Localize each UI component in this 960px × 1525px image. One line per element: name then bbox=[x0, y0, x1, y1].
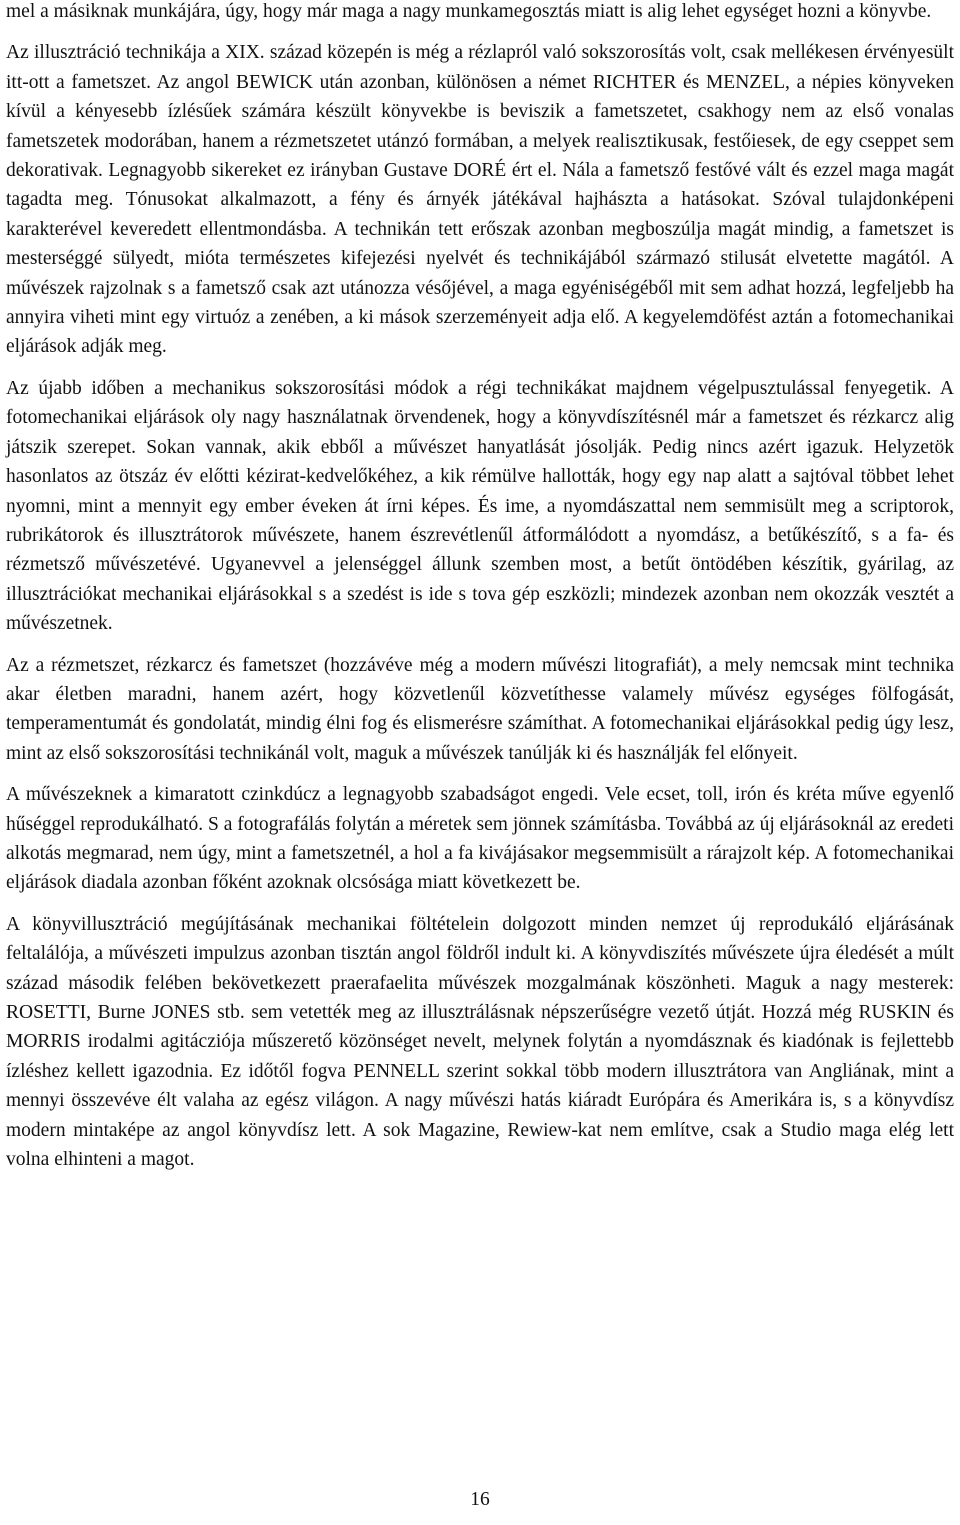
paragraph: A művészeknek a kimaratott czinkdúcz a legnagyobb szabadságot engedi. Vele ecset, toll, irón és kréta műve egyenlő hűséggel reprodukálható. S a fotografálás folytán a méretek sem jönnek számításba. Továbbá az új eljárásoknál az eredeti alkotás megmarad, nem úgy, mint a fametszetnél, a hol a fa kivájásakor megsemmisült a rárajzolt kép. A fotomechanikai eljárások diadala azonban főként azoknak olcsósága miatt következett be. bbox=[6, 784, 954, 894]
paragraph: A könyvillusztráció megújításának mechanikai föltételein dolgozott minden nemzet új reprodukáló eljárásának feltalálója, a művészeti impulzus azonban tisztán angol földről indult ki. A könyvdiszítés művészete újra éledését a múlt század második felében bekövetkezett praerafaelita művészek mozgalmának köszönheti. Maguk a nagy mesterek: ROSETTI, Burne JONES stb. sem vetették meg az illusztrálásnak népszerűségre vezető útját. Hozzá még RUSKIN és MORRIS irodalmi agitácziója műszerető közönséget nevelt, melynek folytán a nyomdásznak és kiadónak is fejlettebb ízléshez kellett igazodnia. Ez időtől fogva PENNELL szerint sokkal több modern illusztrátora van Angliának, mint a mennyi összevéve élt valaha az egész világon. A nagy művészi hatás kiáradt Európára és Amerikára is, s a könyvdísz modern mintaképe az angol könyvdísz lett. A sok Magazine, Rewiew-kat nem említve, csak a Studio maga elég lett volna elhinteni a magot. bbox=[6, 913, 954, 1171]
paragraph: Az a rézmetszet, rézkarcz és fametszet (hozzávéve még a modern művészi litografiát), a mely nemcsak mint technika akar életben maradni, hanem azért, hogy közvetlenűl közvetíthesse valamely művész egységes fölfogását, temperamentumát és gondolatát, mindig élni fog és elismerésre számíthat. A fotomechanikai eljárásokkal pedig úgy lesz, mint az első sokszorosítási technikánál volt, maguk a művészek tanúlják ki és használják fel előnyeit. bbox=[6, 654, 954, 764]
paragraph: mel a másiknak munkájára, úgy, hogy már maga a nagy munkamegosztás miatt is alig lehet egységet hozni a könyvbe. bbox=[6, 1, 932, 22]
page-number: 16 bbox=[470, 1489, 490, 1510]
page-body bbox=[6, 0, 954, 1186]
paragraph: Az illusztráció technikája a XIX. század közepén is még a rézlapról való sokszorosítás volt, csak mellékesen érvényesült itt-ott a fametszet. Az angol BEWICK után azonban, különösen a német RICHTER és MENZEL, a népies könyveken kívül a kényesebb ízlésűek számára készült könyvekbe is beviszik a fametszetet, csakhogy nem az első vonalas fametszetek modorában, hanem a rézmetszetet utánzó formában, a melyek realisztikusak, festőiesek, de egy cseppet sem dekorativak. Legnagyobb sikereket ez irányban Gustave DORÉ ért el. Nála a fametsző festővé vált és ezzel maga magát tagadta meg. Tónusokat alkalmazott, a fény és árnyék játékával hajhászta a hatásokat. Szóval tulajdonképeni karakterével keveredett ellentmondásba. A technikán tett erőszak azonban megboszúlja magát mindig, a fametszet is mesterséggé sülyedt, mióta természetes kifejezési nyelvét és technikájából származó stilusát elvetette magától. A művészek rajzolnak s a fametsző csak azt utánozza vésőjével, a maga egyéniségéből mit sem adhat hozzá, legfeljebb ha annyira viheti mint egy virtuóz a zenében, a ki mások szerzeményeit adja elő. A kegyelemdöfést aztán a fotomechanikai eljárások adják meg. bbox=[6, 42, 954, 358]
paragraph: Az újabb időben a mechanikus sokszorosítási módok a régi technikákat majdnem végelpusztulással fenyegetik. A fotomechanikai eljárások oly nagy használatnak örvendenek, hogy a könyvdíszítésnél már a fametszet és rézkarcz alig játszik szerepet. Sokan vannak, akik ebből a művészet hanyatlását jósolják. Pedig nincs azért igazuk. Helyzetök hasonlatos az ötszáz év előtti kézirat-kedvelőkéhez, a kik rémülve hallották, hogy egy nap alatt a sajtóval többet lehet nyomni, mint a mennyit egy ember éveken át írni képes. És ime, a nyomdászattal nem semmisült meg a scriptorok, rubrikátorok és illusztrátorok művészete, hanem észrevétlenűl átformálódott a nyomdász, a betűkészítő, s a fa- és rézmetsző művészetévé. Ugyanevvel a jelenséggel állunk szemben most, a betűt öntödében készítik, gyárilag, az illusztrációkat mechanikai eljárásokkal s a szedést is ide s tova gép eszközli; mindezek azonban nem okozzák vesztét a művészetnek. bbox=[6, 377, 954, 635]
